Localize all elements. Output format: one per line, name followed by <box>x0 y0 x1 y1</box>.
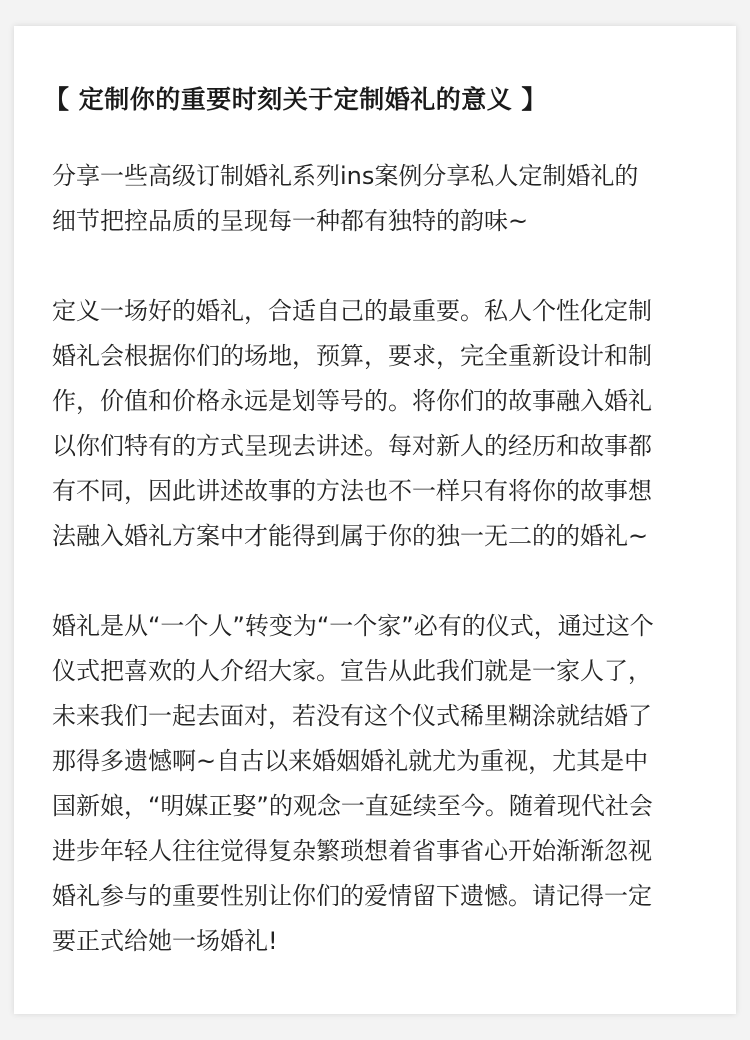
paragraph-3 <box>52 604 704 964</box>
paragraph-line: 定义一场好的婚礼，合适自己的最重要。私人个性化定制 <box>52 297 652 325</box>
paragraph-line: 以你们特有的方式呈现去讲述。每对新人的经历和故事都 <box>52 432 652 460</box>
paragraph-line: 未来我们一起去面对，若没有这个仪式稀里糊涂就结婚了 <box>52 702 652 730</box>
paragraph-line: 细节把控品质的呈现每一种都有独特的韵味~ <box>52 207 529 235</box>
paragraph-line: 婚礼参与的重要性别让你们的爱情留下遗憾。请记得一定 <box>52 882 652 910</box>
paragraph-line: 仪式把喜欢的人介绍大家。宣告从此我们就是一家人了， <box>52 657 652 685</box>
paragraph-line: 进步年轻人往往觉得复杂繁琐想着省事省心开始渐渐忽视 <box>52 837 652 865</box>
article-title: 【 定制你的重要时刻关于定制婚礼的意义 】 <box>44 85 547 114</box>
paragraph-line: 那得多遗憾啊~自古以来婚姻婚礼就尤为重视，尤其是中 <box>52 747 649 775</box>
paragraph-line: 国新娘，“明媒正娶”的观念一直延续至今。随着现代社会 <box>52 792 653 820</box>
paragraph-line: 作，价值和价格永远是划等号的。将你们的故事融入婚礼 <box>52 387 652 415</box>
article-body <box>52 154 704 964</box>
paragraph-spacer <box>52 559 704 604</box>
paragraph-line: 法融入婚礼方案中才能得到属于你的独一无二的的婚礼~ <box>52 522 649 550</box>
paragraph-1 <box>52 154 704 244</box>
paragraph-line: 要正式给她一场婚礼! <box>52 927 278 955</box>
paragraph-line: 有不同，因此讲述故事的方法也不一样只有将你的故事想 <box>52 477 652 505</box>
paragraph-line: 婚礼会根据你们的场地，预算，要求，完全重新设计和制 <box>52 342 652 370</box>
article-card <box>14 26 736 1014</box>
paragraph-line: 分享一些高级订制婚礼系列ins案例分享私人定制婚礼的 <box>52 162 639 190</box>
paragraph-line: 婚礼是从“一个人”转变为“一个家”必有的仪式，通过这个 <box>52 612 654 640</box>
paragraph-spacer <box>52 244 704 289</box>
paragraph-2 <box>52 289 704 559</box>
